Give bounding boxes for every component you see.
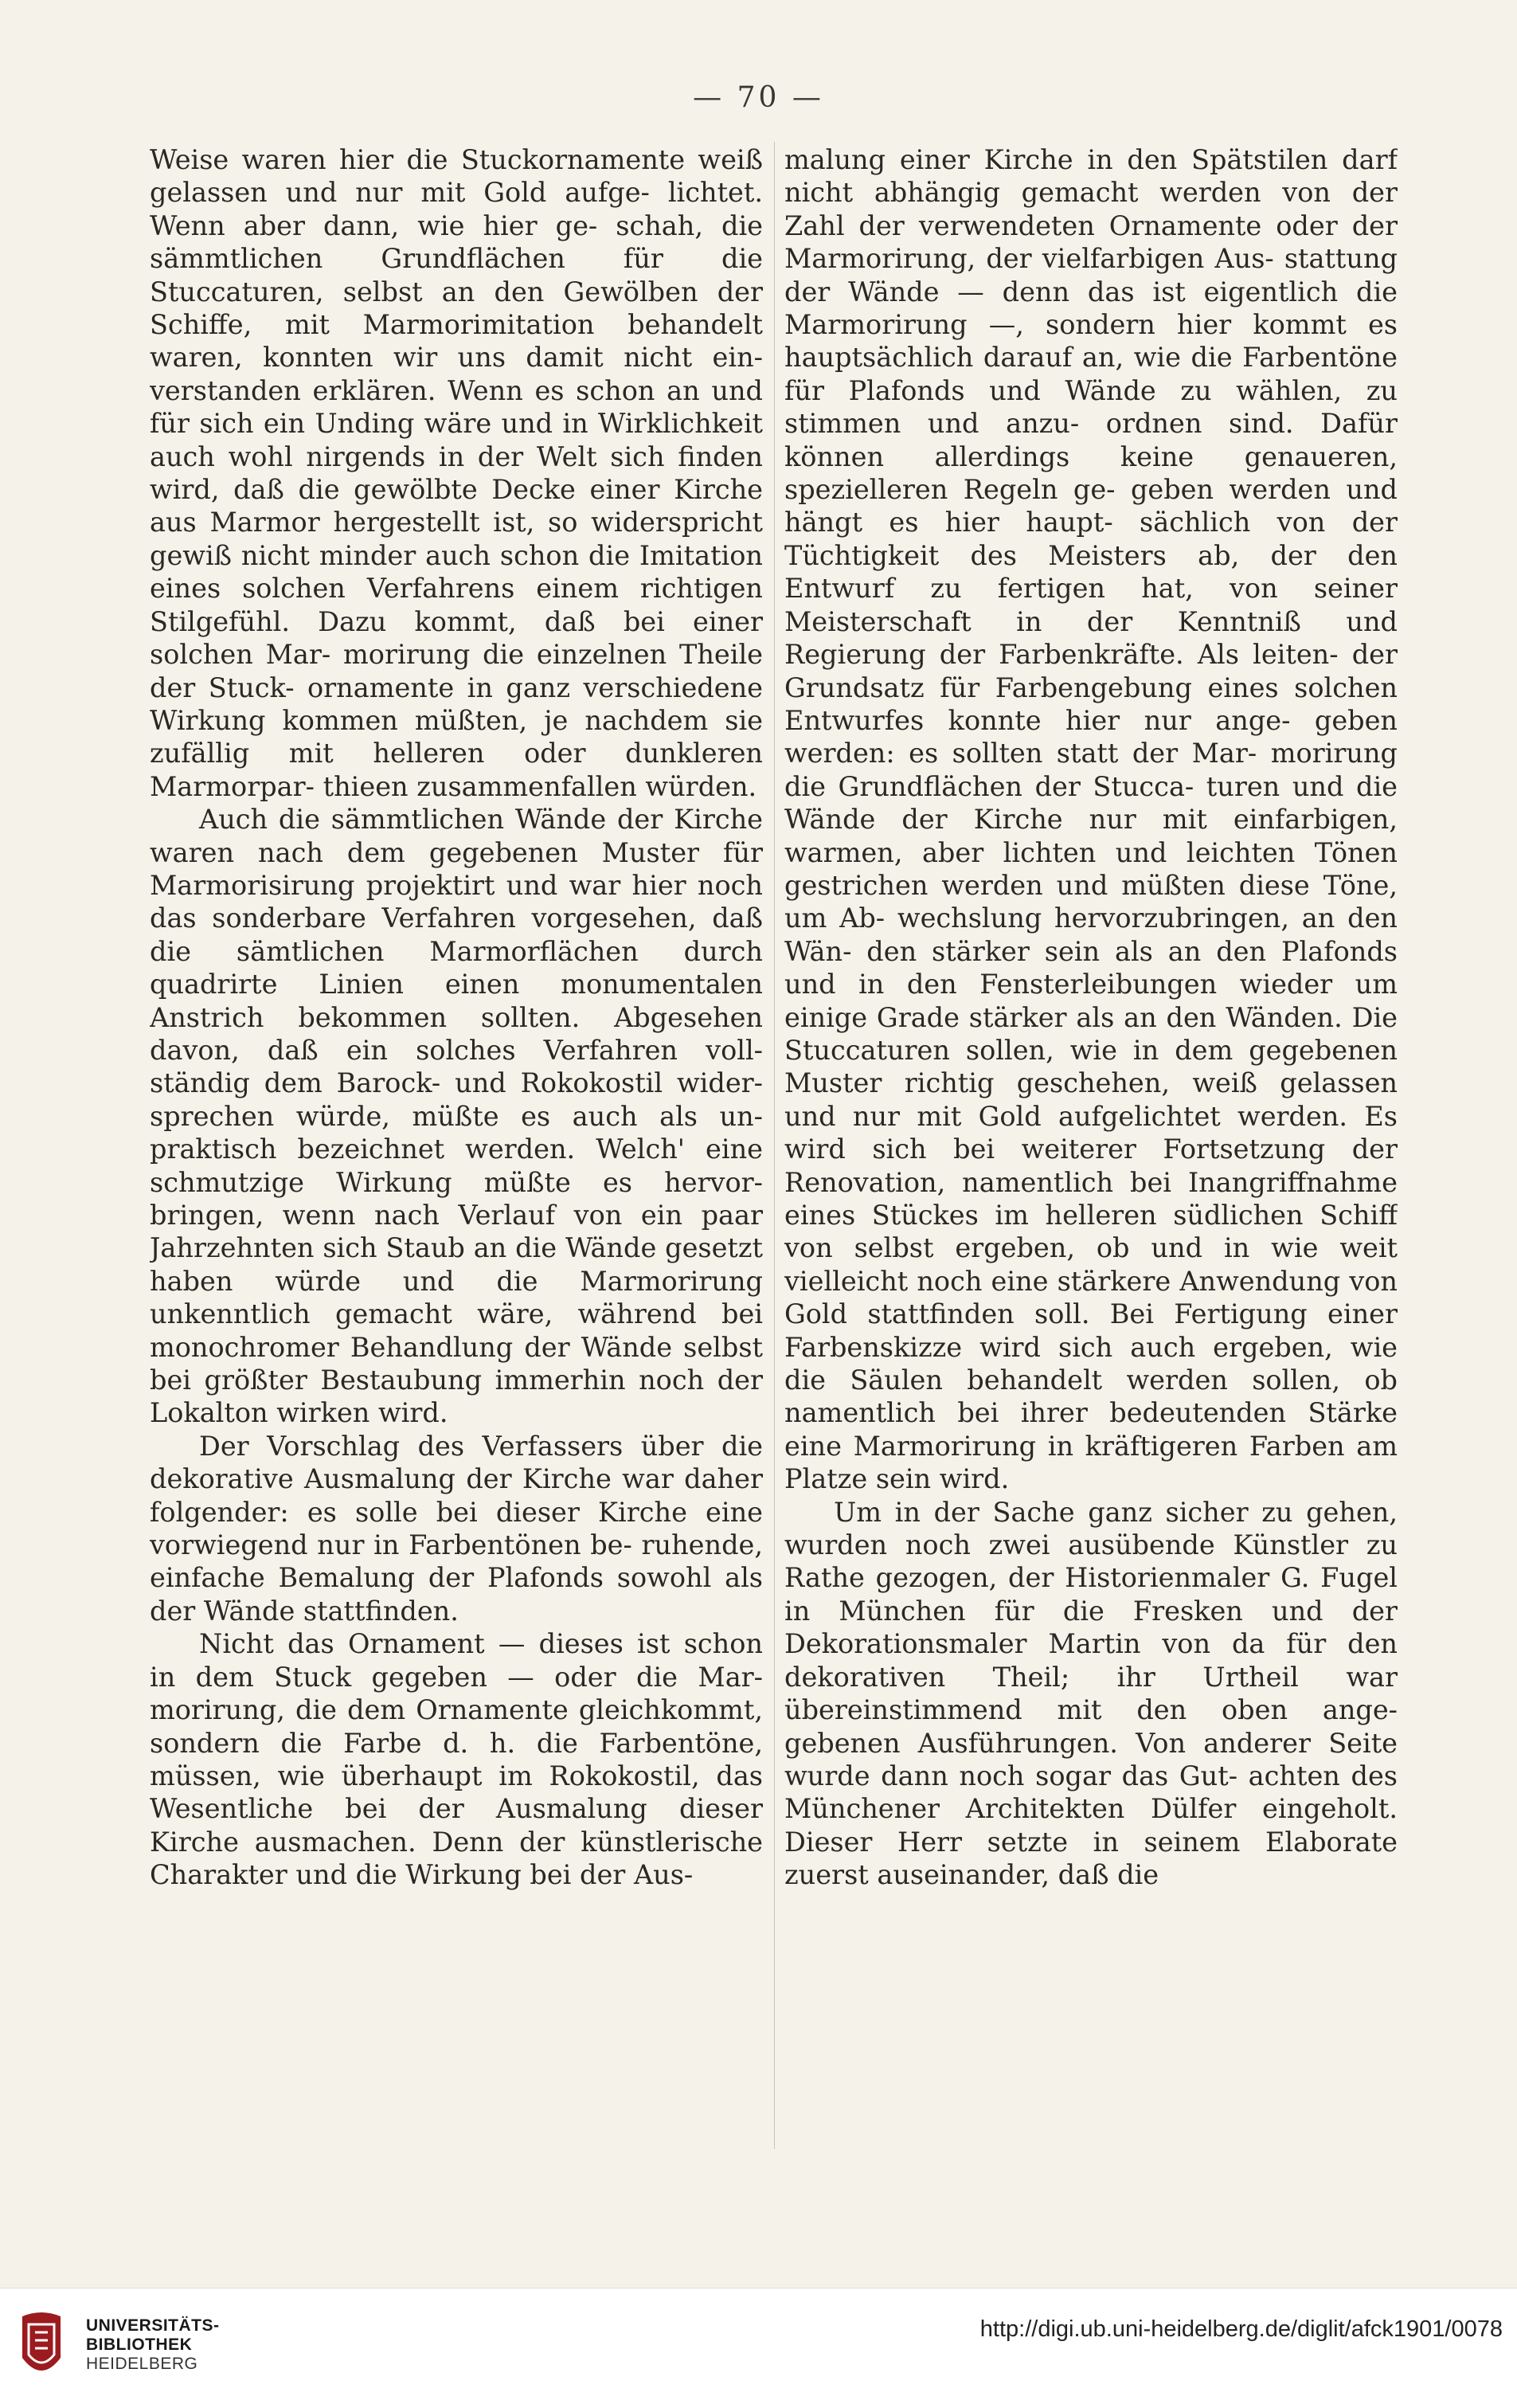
paragraph: malung einer Kirche in den Spätstilen darf nicht abhängig gemacht werden von der Zahl der verwendeten Ornamente oder der Marmorirung, der vielfarbigen Aus- stattung der Wände — denn das ist eigentlich die Marmorirung —, sondern hier kommt es hauptsächlich darauf an, wie die Farbentöne für Plafonds und Wände zu wählen, zu stimmen und anzu- ordnen sind. Dafür können allerdings keine genaueren, spezielleren Regeln ge- geben werden und hängt es hier haupt- sächlich von der Tüchtigkeit des Meisters ab, der den Entwurf zu fertigen hat, von seiner Meisterschaft in der Kenntniß und Regierung der Farbenkräfte. Als leiten- der Grundsatz für Farbengebung eines solchen Entwurfes konnte hier nur ange- geben werden: es sollten statt der Mar- morirung die Grundflächen der Stucca- turen und die Wände der Kirche nur mit einfarbigen, warmen, aber lichten und leichten Tönen gestrichen werden und müßten diese Töne, um Ab- wechslung hervorzubringen, an den Wän- den stärker sein als an den Plafonds und in den Fensterleibungen wieder um einige Grade stärker als an den Wänden. Die Stuccaturen sollen, wie in dem gegebenen Muster richtig geschehen, weiß gelassen und nur mit Gold aufgelichtet werden. Es wird sich bei weiterer Fortsetzung der Renovation, namentlich bei Inangriffnahme eines Stückes im helleren südlichen Schiff von selbst ergeben, ob und in wie weit vielleicht noch eine stärkere Anwendung von Gold stattfinden soll. Bei Fertigung einer Farbenskizze wird sich auch ergeben, wie die Säulen behandelt werden sollen, ob namentlich bei ihrer bedeutenden Stärke eine Marmorirung in kräftigeren Farben am Platze sein wird. (784, 144, 1398, 1495)
university-seal-icon (18, 2310, 65, 2383)
library-line-1: UNIVERSITÄTS- (86, 2316, 220, 2335)
source-url-link[interactable]: http://digi.ub.uni-heidelberg.de/diglit/afck1901/0078 (979, 2316, 1503, 2342)
paragraph: Auch die sämmtlichen Wände der Kirche waren nach dem gegebenen Muster für Marmorisirung projektirt und war hier noch das sonderbare Verfahren vorgesehen, daß die sämtlichen Marmorflächen durch quadrirte Linien einen monumentalen Anstrich bekommen sollten. Abgesehen davon, daß ein solches Verfahren voll- ständig dem Barock- und Rokokostil wider- sprechen würde, müßte es auch als un- praktisch bezeichnet werden. Welch' eine schmutzige Wirkung müßte es hervor- bringen, wenn nach Verlauf von ein paar Jahrzehnten sich Staub an die Wände gesetzt haben würde und die Marmorirung unkenntlich gemacht wäre, während bei monochromer Behandlung der Wände selbst bei größter Bestaubung immerhin noch der Lokalton wirken wird. (150, 804, 763, 1429)
paragraph: Nicht das Ornament — dieses ist schon in dem Stuck gegeben — oder die Mar- morirung, die dem Ornamente gleichkommt, sondern die Farbe d. h. die Farbentöne, müssen, wie überhaupt im Rokokostil, das Wesentliche bei der Ausmalung dieser Kirche ausmachen. Denn der künstlerische Charakter und die Wirkung bei der Aus- (150, 1628, 763, 1891)
left-column (150, 143, 763, 2183)
right-column (784, 143, 1398, 2183)
library-line-2: BIBLIOTHEK (86, 2336, 193, 2354)
library-line-3: HEIDELBERG (86, 2355, 198, 2373)
paragraph: Um in der Sache ganz sicher zu gehen, wurden noch zwei ausübende Künstler zu Rathe gezogen, der Historienmaler G. Fugel in München für die Fresken und der Dekorationsmaler Martin von da für den dekorativen Theil; ihr Urtheil war übereinstimmend mit den oben ange- gebenen Ausführungen. Von anderer Seite wurde dann noch sogar das Gut- achten des Münchener Architekten Dülfer eingeholt. Dieser Herr setzte in seinem Elaborate zuerst auseinander, daß die (784, 1496, 1398, 1891)
footer-bar (0, 2288, 1517, 2408)
column-divider (774, 142, 775, 2149)
page-number: — 70 — (693, 81, 824, 114)
paragraph: Der Vorschlag des Verfassers über die dekorative Ausmalung der Kirche war daher folgender: es solle bei dieser Kirche eine vorwiegend nur in Farbentönen be- ruhende, einfache Bemalung der Plafonds sowohl als der Wände stattfinden. (150, 1430, 763, 1627)
paragraph: Weise waren hier die Stuckornamente weiß gelassen und nur mit Gold aufge- lichtet. Wenn aber dann, wie hier ge- schah, die sämmtlichen Grundflächen für die Stuccaturen, selbst an den Gewölben der Schiffe, mit Marmorimitation behandelt waren, konnten wir uns damit nicht ein- verstanden erklären. Wenn es schon an und für sich ein Unding wäre und in Wirklichkeit auch wohl nirgends in der Welt sich finden wird, daß die gewölbte Decke einer Kirche aus Marmor hergestellt ist, so widerspricht gewiß nicht minder auch schon die Imitation eines solchen Verfahrens einem richtigen Stilgefühl. Dazu kommt, daß bei einer solchen Mar- morirung die einzelnen Theile der Stuck- ornamente in ganz verschiedene Wirkung kommen müßten, je nachdem sie zufällig mit helleren oder dunkleren Marmorpar- thieen zusammenfallen würden. (150, 144, 763, 802)
library-name (86, 2316, 220, 2374)
